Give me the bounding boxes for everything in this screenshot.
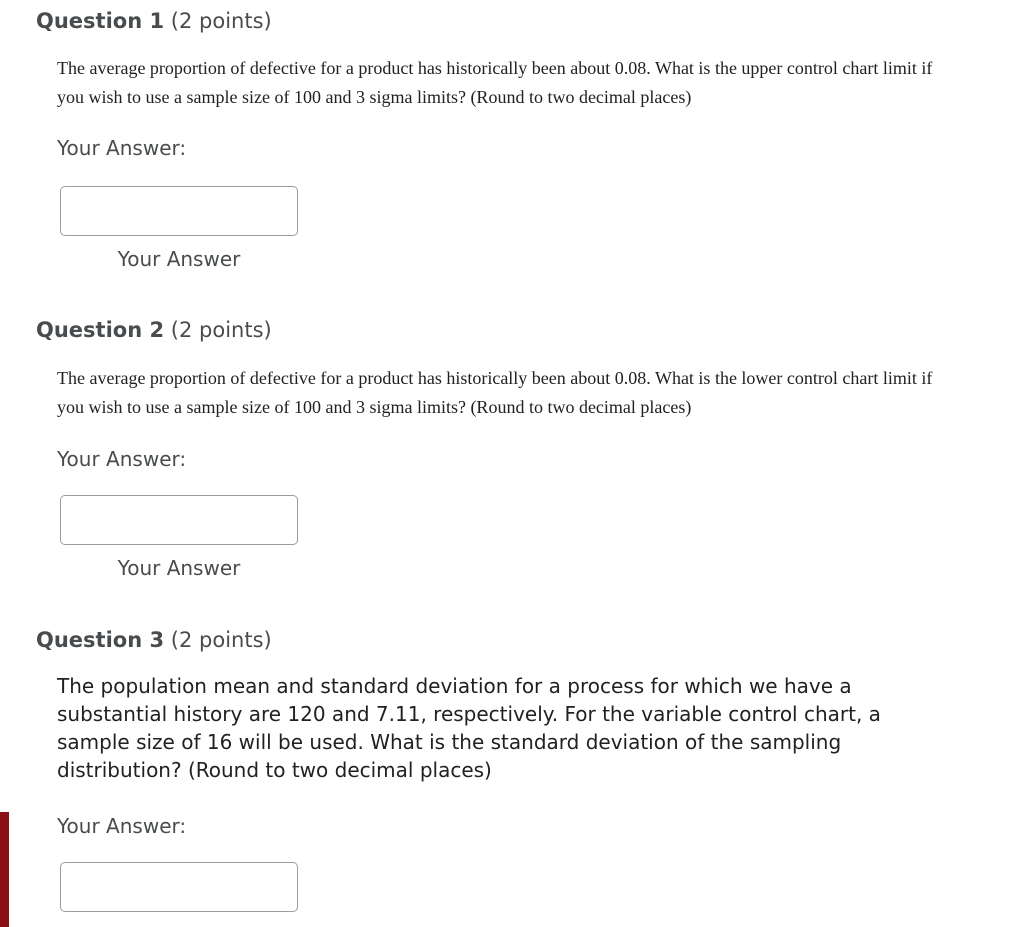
question-2-answer-caption: Your Answer: [117, 556, 241, 580]
question-2-points: (2 points): [170, 318, 272, 342]
question-1-title: Question 1: [36, 9, 165, 33]
question-1-answer-caption: Your Answer: [117, 247, 241, 271]
question-3-points: (2 points): [170, 628, 272, 652]
question-2-heading: [36, 317, 272, 343]
question-1-heading: [36, 8, 272, 34]
question-1-answer-label: Your Answer:: [57, 136, 187, 160]
question-3-text: The population mean and standard deviation for a process for which we have a substantial history are 120 and 7.11, respectively. For the variable control chart, a sample size of 16 will be used. What is the standard deviation of the sampling distribution? (Round to two decimal places): [57, 674, 881, 782]
question-1-text: The average proportion of defective for a product has historically been about 0.08. What is the upper control chart limit if you wish to use a sample size of 100 and 3 sigma limits? (Round to two decimal places): [57, 58, 933, 107]
question-2-answer-input[interactable]: [60, 495, 298, 545]
question-3-answer-input[interactable]: [60, 862, 298, 912]
question-1-points: (2 points): [170, 9, 272, 33]
question-2-answer-label: Your Answer:: [57, 447, 187, 471]
question-3-heading: [36, 627, 272, 653]
question-1-answer-input[interactable]: [60, 186, 298, 236]
question-3-answer-label: Your Answer:: [57, 814, 187, 838]
left-edge-accent-bar: [0, 812, 9, 927]
question-3-title: Question 3: [36, 628, 165, 652]
question-2-title: Question 2: [36, 318, 165, 342]
question-2-text: The average proportion of defective for a product has historically been about 0.08. What is the lower control chart limit if you wish to use a sample size of 100 and 3 sigma limits? (Round to two decimal places): [57, 368, 933, 417]
